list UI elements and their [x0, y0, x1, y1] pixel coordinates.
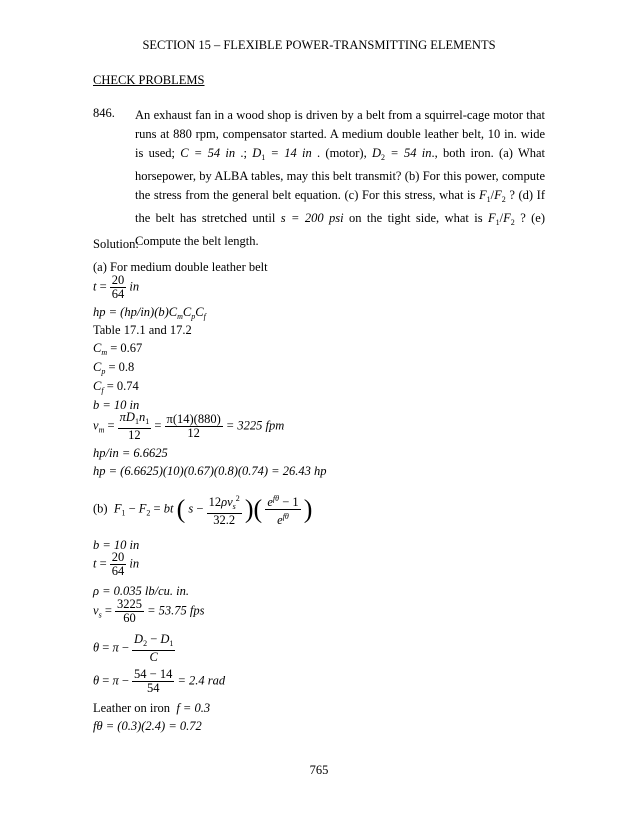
eq-theta-value: θ = π − $\frac{54 - 14}{54}$ = 2.4 rad [93, 667, 226, 695]
section-title: CHECK PROBLEMS [93, 73, 205, 87]
eq-f-theta: fθ = (0.3)(2.4) = 0.72 [93, 719, 202, 733]
eq-b: b = 10 in [93, 398, 140, 412]
eq-cm: $C_m = 0.67$ [93, 341, 143, 357]
eq-theta-formula: θ = π − $\frac{D_2 - D_1}{C}$ [93, 632, 174, 664]
problem-number: 846. [93, 106, 115, 120]
eq-cf: $C_f = 0.74$ [93, 379, 139, 395]
solution-label: Solution: [93, 237, 139, 251]
eq-friction: Leather on iron f = 0.3 [93, 701, 211, 715]
table-reference: Table 17.1 and 17.2 [93, 323, 192, 337]
eq-thickness-2: t = $\frac{20}{64}$ in [93, 550, 140, 578]
part-a-label: (a) For medium double leather belt [93, 260, 268, 274]
eq-vs: $v_s$ = $\frac{3225}{60}$ = 53.75 fps [93, 597, 205, 625]
eq-vm: $v_m$ = $\frac{\pi D_1n_1}{12}$ = $\frac{\pi(14)(880)}{12}$ = 3225 fpm [93, 410, 285, 442]
eq-hp-per-in: hp/in = 6.6625 [93, 446, 168, 460]
section-header: SECTION 15 – FLEXIBLE POWER-TRANSMITTING ELEMENTS [142, 38, 496, 52]
eq-b2: b = 10 in [93, 538, 140, 552]
page-number: 765 [309, 763, 329, 777]
problem-text: An exhaust fan in a wood shop is driven by a belt from a squirrel-cage motor that runs at 880 rpm, compensator started. A medium double leather belt, 10 in. wide is used; C = 54 in .; $D_1 = 14$ in . (motor), $D_2 = 54$ in., both iron. (a) What horsepower, by ALBA tables, may this belt transmit? (b) For this power, compute the stress from the general belt equation. (c) For this stress, what is $F_1/F_2$ ? (d) If the belt has stretched until s = 200 psi on the tight side, what is $F_1/F_2$ ? (e) Compute the belt length. [135, 108, 546, 248]
eq-hp-formula: hp = $(hp/in)(b)C_mC_pC_f$ [93, 305, 206, 321]
eq-thickness: t = $\frac{20}{64}$ in [93, 273, 140, 301]
eq-cp: $C_p = 0.8$ [93, 360, 135, 376]
eq-belt-general: (b) $F_1 - F_2$ = bt ( s − $\frac{12\rho v_s^2}{32.2}$ )( $\frac{e^{f\theta} - 1}{e^{f\theta}}$ ) [93, 494, 313, 527]
eq-rho: ρ = 0.035 lb/cu. in. [93, 584, 190, 598]
eq-hp-result: hp = (6.6625)(10)(0.67)(0.8)(0.74) = 26.43 hp [93, 464, 327, 478]
